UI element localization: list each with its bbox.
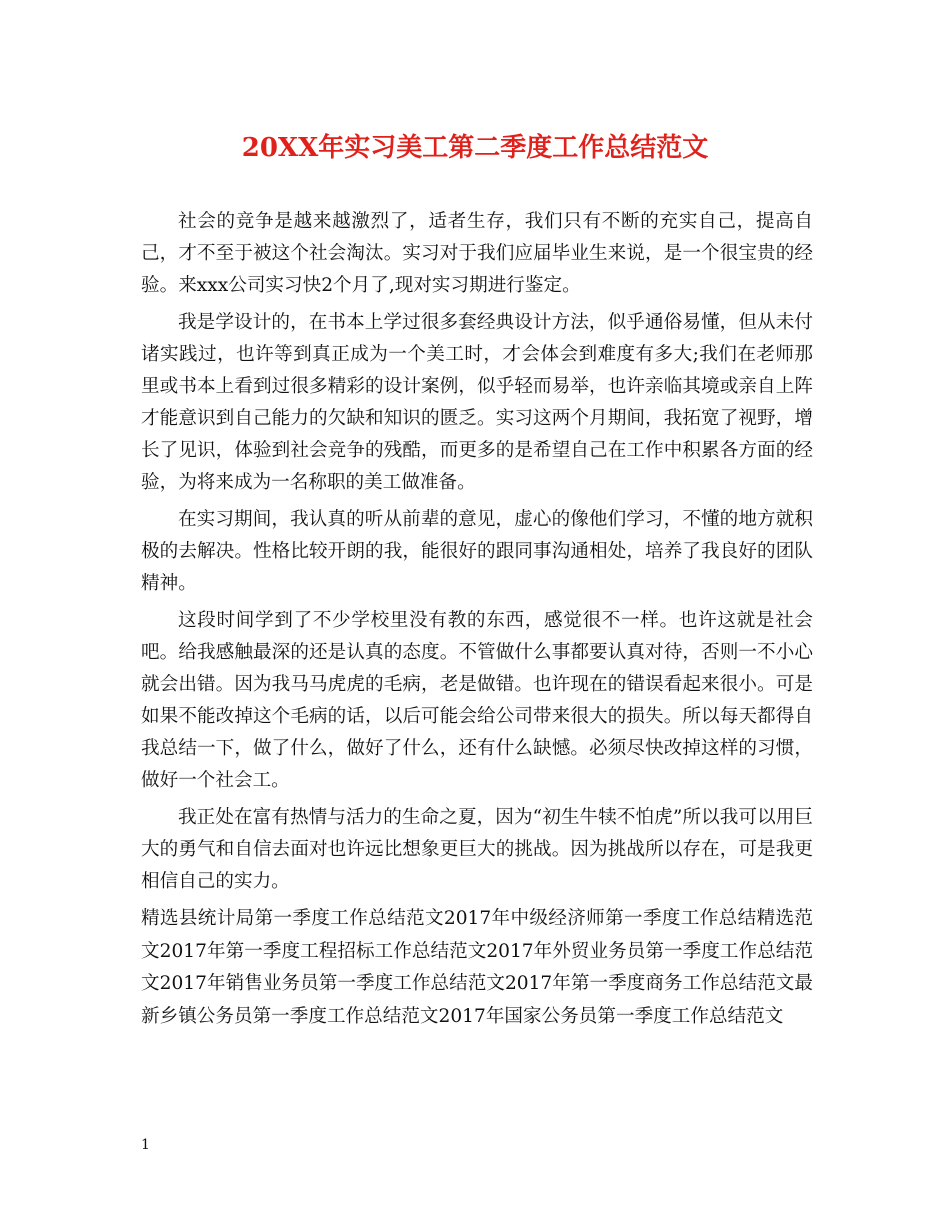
related-articles: 精选县统计局第一季度工作总结范文2017年中级经济师第一季度工作总结精选范文2017年第一季度工程招标工作总结范文2017年外贸业务员第一季度工作总结范文2017年销售业务员第一季度工作总结范文2017年第一季度商务工作总结范文最新乡镇公务员第一季度工作总结范文2017年国家公务员第一季度工作总结范文 — [141, 908, 813, 1027]
paragraph-2: 我是学设计的，在书本上学过很多套经典设计方法，似乎通俗易懂，但从未付诸实践过，也许等到真正成为一个美工时，才会体会到难度有多大;我们在老师那里或书本上看到过很多精彩的设计案例，似乎轻而易举，也许亲临其境或亲自上阵才能意识到自己能力的欠缺和知识的匮乏。实习这两个月期间，我拓宽了视野，增长了见识，体验到社会竞争的残酷，而更多的是希望自己在工作中积累各方面的经验，为将来成为一名称职的美工做准备。 — [141, 312, 813, 493]
document-title: 20XX年实习美工第二季度工作总结范文 — [241, 133, 709, 163]
paragraph-4: 这段时间学到了不少学校里没有教的东西，感觉很不一样。也许这就是社会吧。给我感触最深的还是认真的态度。不管做什么事都要认真对待，否则一不小心就会出错。因为我马马虎虎的毛病，老是做错。也许现在的错误看起来很小。可是如果不能改掉这个毛病的话，以后可能会给公司带来很大的损失。所以每天都得自我总结一下，做了什么，做好了什么，还有什么缺憾。必须尽快改掉这样的习惯，做好一个社会工。 — [141, 610, 813, 791]
paragraph-5: 我正处在富有热情与活力的生命之夏，因为“初生牛犊不怕虎”所以我可以用巨大的勇气和自信去面对也许远比想象更巨大的挑战。因为挑战所以存在，可是我更相信自己的实力。 — [141, 807, 813, 892]
paragraph-1: 社会的竞争是越来越激烈了，适者生存，我们只有不断的充实自己，提高自己，才不至于被这个社会淘汰。实习对于我们应届毕业生来说，是一个很宝贵的经验。来xxx公司实习快2个月了,现对实习期进行鉴定。 — [141, 211, 813, 296]
document-body — [141, 206, 813, 1033]
paragraph-3: 在实习期间，我认真的听从前辈的意见，虚心的像他们学习，不懂的地方就积极的去解决。性格比较开朗的我，能很好的跟同事沟通相处，培养了我良好的团队精神。 — [141, 509, 813, 594]
page-number: 1 — [141, 1137, 150, 1153]
